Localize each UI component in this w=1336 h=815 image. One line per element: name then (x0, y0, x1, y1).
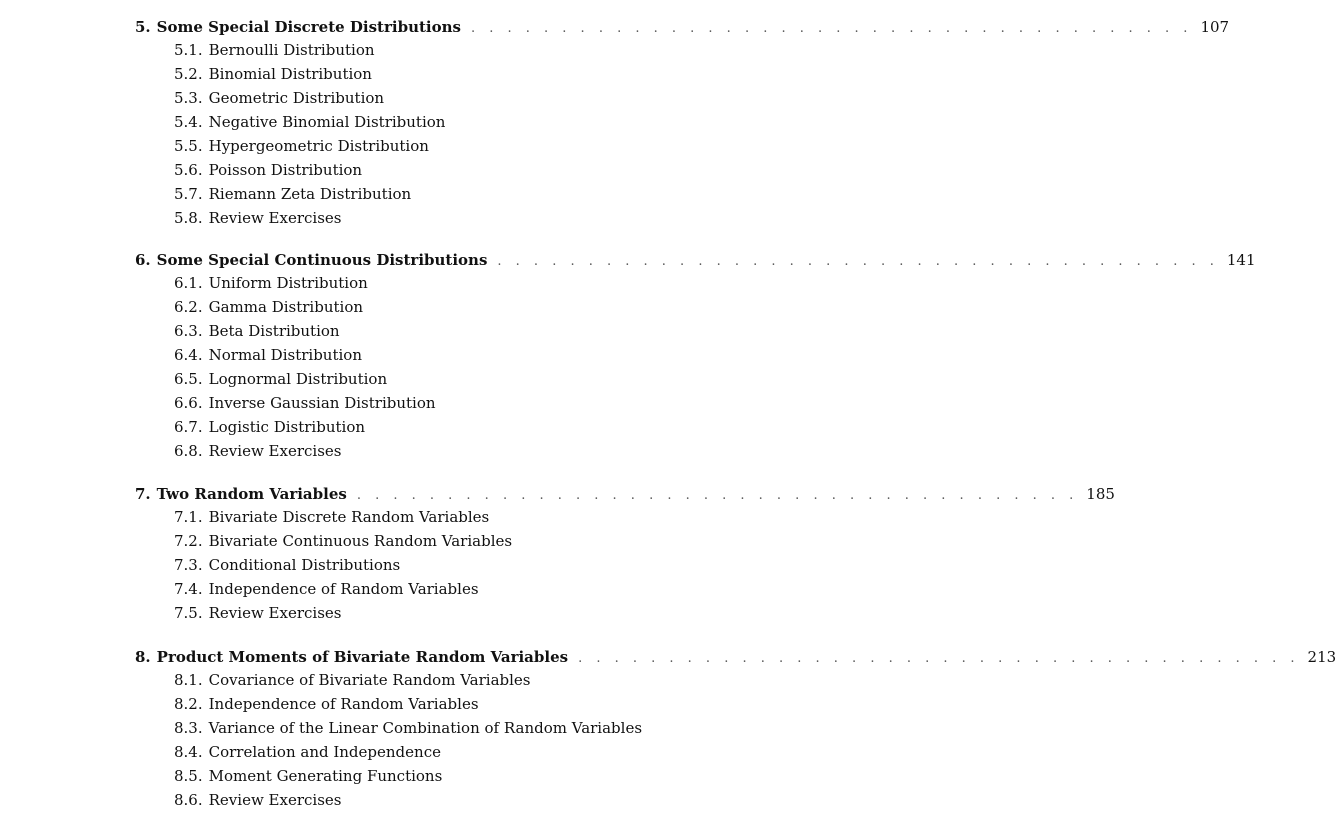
section-title: Inverse Gaussian Distribution (208, 394, 436, 412)
section-number: 5.7. (174, 185, 203, 203)
section-number: 5.5. (174, 137, 203, 155)
section-title: Normal Distribution (208, 346, 362, 364)
section-number: 8.2. (174, 695, 203, 713)
toc-section-entry[interactable] (174, 507, 489, 527)
dot-leader: . . . . . . . . . . . . . . . . . . . . . . . . . . . . . . . . . . . . . . . . (578, 651, 1300, 666)
section-title: Covariance of Bivariate Random Variables (208, 671, 531, 689)
chapter-number: 5. (135, 18, 151, 36)
toc-section-entry[interactable] (174, 694, 479, 714)
section-title: Uniform Distribution (208, 274, 368, 292)
section-title: Correlation and Independence (208, 743, 441, 761)
section-number: 5.8. (174, 209, 203, 227)
toc-section-entry[interactable] (174, 273, 368, 293)
toc-section-entry[interactable] (174, 184, 411, 204)
section-number: 5.2. (174, 65, 203, 83)
toc-section-entry[interactable] (174, 40, 375, 60)
section-title: Poisson Distribution (208, 161, 363, 179)
section-number: 7.2. (174, 532, 203, 550)
section-number: 8.3. (174, 719, 203, 737)
section-title: Conditional Distributions (208, 556, 401, 574)
section-title: Binomial Distribution (208, 65, 372, 83)
section-number: 8.1. (174, 671, 203, 689)
toc-section-entry[interactable] (174, 321, 340, 341)
dot-leader: . . . . . . . . . . . . . . . . . . . . . . . . . . . . . . . . . . . . . . . . (470, 21, 1193, 36)
section-number: 5.6. (174, 161, 203, 179)
toc-section-entry[interactable] (174, 417, 365, 437)
chapter-heading[interactable] (135, 249, 1256, 271)
dot-leader: . . . . . . . . . . . . . . . . . . . . . . . . . . . . . . . . . . . . . . . . (497, 254, 1219, 269)
section-number: 8.6. (174, 791, 203, 809)
toc-section-entry[interactable] (174, 297, 363, 317)
section-title: Independence of Random Variables (208, 695, 479, 713)
chapter-heading[interactable] (135, 483, 1115, 505)
chapter-title: Product Moments of Bivariate Random Variables (156, 648, 569, 666)
toc-section-entry[interactable] (174, 88, 384, 108)
section-number: 6.5. (174, 370, 203, 388)
section-title: Lognormal Distribution (208, 370, 388, 388)
section-number: 5.1. (174, 41, 203, 59)
chapter-page-number: 185 (1086, 485, 1115, 503)
toc-section-entry[interactable] (174, 742, 441, 762)
toc-section-entry[interactable] (174, 790, 341, 810)
section-title: Moment Generating Functions (208, 767, 443, 785)
section-title: Review Exercises (208, 791, 342, 809)
chapter-title: Two Random Variables (156, 485, 347, 503)
section-number: 6.3. (174, 322, 203, 340)
section-title: Logistic Distribution (208, 418, 366, 436)
section-title: Negative Binomial Distribution (208, 113, 446, 131)
chapter-heading[interactable] (135, 16, 1230, 38)
section-number: 6.1. (174, 274, 203, 292)
toc-section-entry[interactable] (174, 441, 341, 461)
section-number: 6.2. (174, 298, 203, 316)
section-number: 5.3. (174, 89, 203, 107)
chapter-page-number: 141 (1226, 251, 1256, 269)
section-title: Bivariate Discrete Random Variables (208, 508, 490, 526)
dot-leader: . . . . . . . . . . . . . . . . . . . . . . . . . . . . . . . . . . . . . . . . (356, 488, 1079, 503)
toc-section-entry[interactable] (174, 718, 642, 738)
section-title: Riemann Zeta Distribution (208, 185, 412, 203)
section-title: Beta Distribution (208, 322, 340, 340)
section-number: 6.7. (174, 418, 203, 436)
toc-section-entry[interactable] (174, 64, 372, 84)
section-title: Geometric Distribution (208, 89, 385, 107)
section-number: 5.4. (174, 113, 203, 131)
section-title: Review Exercises (208, 442, 342, 460)
section-title: Bernoulli Distribution (208, 41, 375, 59)
toc-section-entry[interactable] (174, 579, 479, 599)
toc-section-entry[interactable] (174, 555, 400, 575)
section-title: Variance of the Linear Combination of Random Variables (208, 719, 643, 737)
toc-section-entry[interactable] (174, 208, 341, 228)
section-number: 6.8. (174, 442, 203, 460)
toc-section-entry[interactable] (174, 531, 512, 551)
chapter-page-number: 107 (1200, 18, 1230, 36)
section-title: Review Exercises (208, 209, 342, 227)
section-title: Bivariate Continuous Random Variables (208, 532, 513, 550)
section-title: Hypergeometric Distribution (208, 137, 429, 155)
toc-section-entry[interactable] (174, 766, 442, 786)
chapter-title: Some Special Discrete Distributions (156, 18, 461, 36)
toc-section-entry[interactable] (174, 603, 341, 623)
toc-section-entry[interactable] (174, 369, 387, 389)
section-number: 6.6. (174, 394, 203, 412)
section-number: 7.5. (174, 604, 203, 622)
chapter-number: 6. (135, 251, 151, 269)
chapter-title: Some Special Continuous Distributions (156, 251, 488, 269)
section-number: 7.1. (174, 508, 203, 526)
toc-section-entry[interactable] (174, 160, 362, 180)
toc-section-entry[interactable] (174, 345, 362, 365)
section-title: Gamma Distribution (208, 298, 364, 316)
toc-section-entry[interactable] (174, 112, 445, 132)
chapter-heading[interactable] (135, 646, 1336, 668)
toc-section-entry[interactable] (174, 136, 429, 156)
chapter-number: 8. (135, 648, 151, 666)
section-number: 6.4. (174, 346, 203, 364)
toc-section-entry[interactable] (174, 670, 531, 690)
section-number: 7.4. (174, 580, 203, 598)
section-number: 8.4. (174, 743, 203, 761)
section-title: Independence of Random Variables (208, 580, 479, 598)
section-title: Review Exercises (208, 604, 342, 622)
section-number: 8.5. (174, 767, 203, 785)
chapter-number: 7. (135, 485, 151, 503)
chapter-page-number: 213 (1307, 648, 1336, 666)
section-number: 7.3. (174, 556, 203, 574)
toc-section-entry[interactable] (174, 393, 436, 413)
